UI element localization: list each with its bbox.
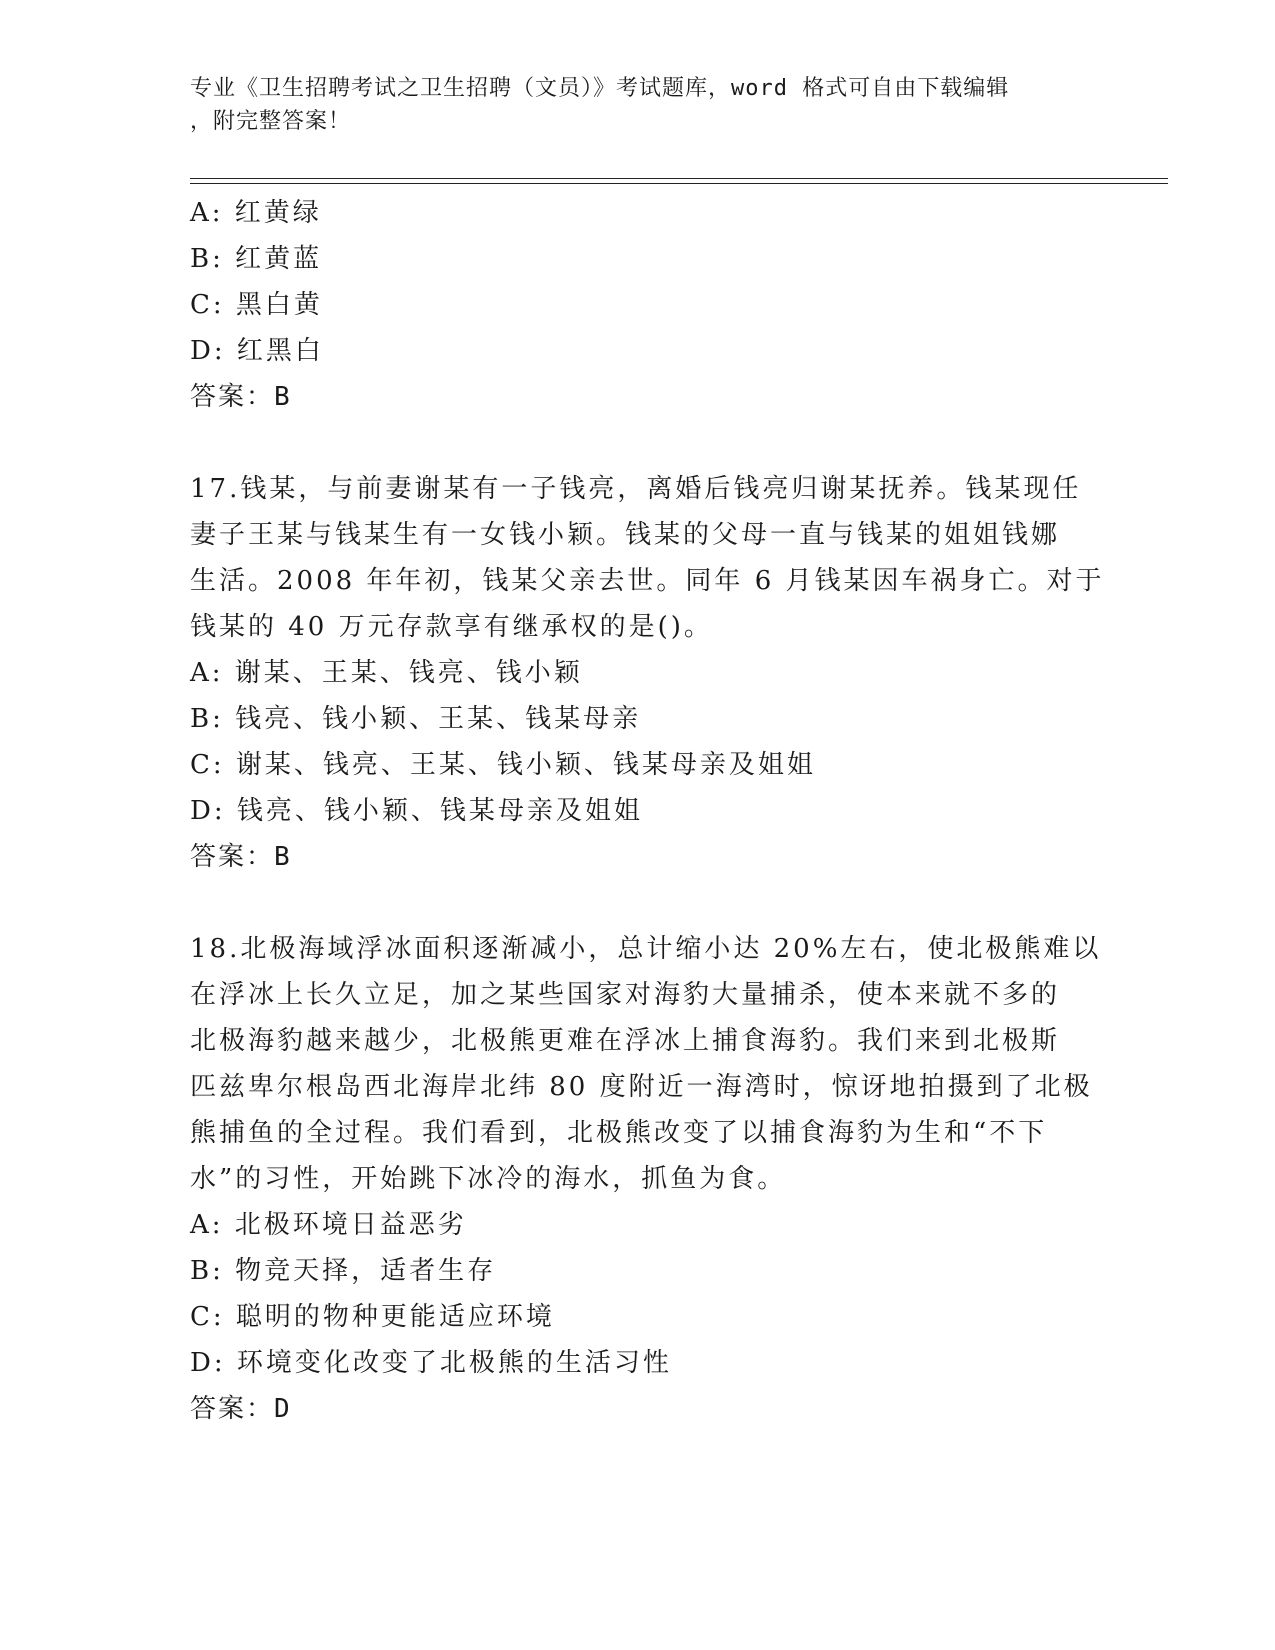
question-18: [190, 926, 1102, 1432]
q16-option-a: A: 红黄绿: [190, 198, 322, 228]
question-16: [190, 190, 1090, 420]
q18-answer-label: 答案：: [190, 1394, 275, 1424]
q17-option-c: C: 谢某、钱亮、王某、钱小颖、钱某母亲及姐姐: [190, 750, 816, 780]
q17-option-a: A: 谢某、王某、钱亮、钱小颖: [190, 658, 583, 688]
q18-answer-value: D: [274, 1394, 292, 1424]
q18-stem-line: 18.北极海域浮冰面积逐渐减小，总计缩小达 20%左右，使北极熊难以: [190, 934, 1102, 964]
q17-answer-value: B: [274, 842, 292, 872]
q17-answer: [190, 834, 1090, 880]
header-divider-bottom: [190, 183, 1168, 184]
q18-answer: [190, 1386, 1090, 1432]
q18-stem-line: 熊捕鱼的全过程。我们看到，北极熊改变了以捕食海豹为生和“不下: [190, 1118, 1048, 1148]
q18-option-a: A: 北极环境日益恶劣: [190, 1210, 467, 1240]
document-header: [190, 72, 1090, 138]
q17-option-b: B: 钱亮、钱小颖、王某、钱某母亲: [190, 704, 642, 734]
q16-option-d: D: 红黑白: [190, 336, 324, 366]
question-17: [190, 466, 1105, 880]
q17-answer-label: 答案：: [190, 842, 275, 872]
q16-answer-label: 答案：: [190, 382, 275, 412]
header-divider-top: [190, 178, 1168, 179]
q17-stem-line: 生活。2008 年年初，钱某父亲去世。同年 6 月钱某因车祸身亡。对于: [190, 566, 1105, 596]
question-content: [190, 190, 1105, 1432]
q18-stem-line: 北极海豹越来越少，北极熊更难在浮冰上捕食海豹。我们来到北极斯: [190, 1026, 1061, 1056]
q18-stem-line: 匹兹卑尔根岛西北海岸北纬 80 度附近一海湾时，惊讶地拍摄到了北极: [190, 1072, 1093, 1102]
spacer: [190, 420, 1090, 466]
q16-option-c: C: 黑白黄: [190, 290, 323, 320]
q18-option-b: B: 物竞天择，适者生存: [190, 1256, 497, 1286]
q17-stem-line: 钱某的 40 万元存款享有继承权的是()。: [190, 612, 713, 642]
q17-option-d: D: 钱亮、钱小颖、钱某母亲及姐姐: [190, 796, 643, 826]
spacer: [190, 880, 1090, 926]
q17-stem-line: 17.钱某，与前妻谢某有一子钱亮，离婚后钱亮归谢某抚养。钱某现任: [190, 474, 1082, 504]
header-line-1: 专业《卫生招聘考试之卫生招聘（文员）》考试题库，word 格式可自由下载编辑: [190, 76, 1010, 101]
q18-stem-line: 水”的习性，开始跳下冰冷的海水，抓鱼为食。: [190, 1164, 787, 1194]
header-line-2: ，附完整答案！: [190, 109, 352, 134]
q18-option-c: C: 聪明的物种更能适应环境: [190, 1302, 555, 1332]
q18-stem-line: 在浮冰上长久立足，加之某些国家对海豹大量捕杀，使本来就不多的: [190, 980, 1061, 1010]
q16-option-b: B: 红黄蓝: [190, 244, 323, 274]
q16-answer: [190, 374, 1090, 420]
q16-answer-value: B: [274, 382, 292, 412]
q18-option-d: D: 环境变化改变了北极熊的生活习性: [190, 1348, 672, 1378]
q17-stem-line: 妻子王某与钱某生有一女钱小颖。钱某的父母一直与钱某的姐姐钱娜: [190, 520, 1061, 550]
